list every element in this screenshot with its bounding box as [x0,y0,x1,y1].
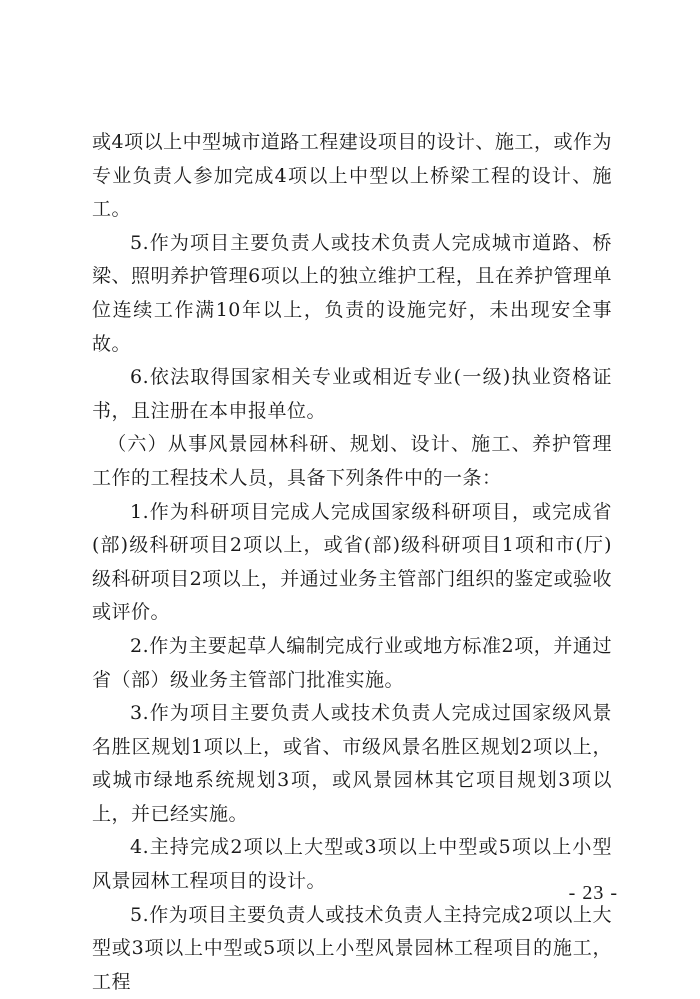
paragraph-subitem-3: 3.作为项目主要负责人或技术负责人完成过国家级风景名胜区规划1项以上，或省、市级风景名胜区规划2项以上，或城市绿地系统规划3项，或风景园林其它项目规划3项以上，并已经实施。 [92,702,612,825]
paragraph-subitem-4: 4.主持完成2项以上大型或3项以上中型或5项以上小型风景园林工程项目的设计。 [92,836,612,893]
paragraph-item-6: 6.依法取得国家相关专业或相近专业(一级)执业资格证书，且注册在本申报单位。 [92,366,612,422]
paragraph-item-5: 5.作为项目主要负责人或技术负责人完成城市道路、桥梁、照明养护管理6项以上的独立维护工程，且在养护管理单位连续工作满10年以上，负责的设施完好，未出现安全事故。 [92,231,612,355]
paragraph-subitem-1: 1.作为科研项目完成人完成国家级科研项目，或完成省(部)级科研项目2项以上，或省(部)级科研项目1项和市(厅)级科研项目2项以上，并通过业务主管部门组织的鉴定或验收或评价。 [92,500,612,624]
page-number: - 23 - [568,882,618,904]
paragraph-subitem-2: 2.作为主要起草人编制完成行业或地方标准2项，并通过省（部）级业务主管部门批准实施。 [92,634,612,691]
section-heading-six: （六）从事风景园林科研、规划、设计、施工、养护管理工作的工程技术人员，具备下列条件中的一条： [92,433,612,489]
document-body [92,126,612,999]
paragraph-continuation: 或4项以上中型城市道路工程建设项目的设计、施工，或作为专业负责人参加完成4项以上中型以上桥梁工程的设计、施工。 [92,131,612,221]
paragraph-subitem-5: 5.作为项目主要负责人或技术负责人主持完成2项以上大型或3项以上中型或5项以上小型风景园林工程项目的施工，工程 [92,903,612,993]
